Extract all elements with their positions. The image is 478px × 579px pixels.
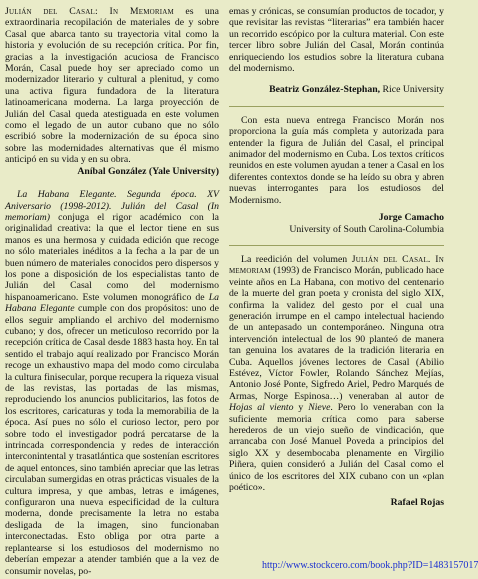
signature-name: Beatriz González-Stephan,	[269, 84, 381, 96]
signature-rafael-rojas: Rafael Rojas	[390, 497, 444, 509]
journal-title-italic: La Habana Elegante. Segunda época. XV Aniversario (1998-2012). Julián del Casal (In memoriam)	[5, 189, 219, 223]
review-gonzalez-text	[5, 6, 219, 166]
review-camacho	[229, 115, 444, 206]
signature-jorge-camacho	[229, 212, 444, 235]
review-stephan-continuation	[229, 6, 444, 74]
book-title-smallcaps: Julián del Casal. In memoriam	[229, 253, 444, 277]
right-column	[229, 6, 444, 509]
review-rojas-lead: La reedición del volumen	[241, 253, 352, 265]
section-divider	[229, 106, 444, 107]
signature-name: Jorge Camacho	[378, 212, 444, 224]
continuation-text: emas y crónicas, se consumían productos de tocador, y que revisitar las revistas “literarias” era también hacer un recorrido escópico por la cultura material. Con este tercer libro sobre Julián del Casal, Morán continúa enriqueciendo los estudios sobre la literatura cubana del modernismo.	[229, 6, 444, 75]
work-title-italic: Hojas al viento	[229, 402, 294, 414]
review-rojas-body-1: (1993) de Francisco Morán, publicado hace veinte años en La Habana, con motivo del centenario de la muerte del gran poeta y cronista del siglo XIX, confirma la validez del gesto por el cual una generación irrumpe en el campo intelectual haciendo de un antepasado un contemporáneo. Ninguna otra intervención intelectual de los 90 planteó de manera tan genuina los avatares de la tradición literaria en Cuba. Aquellos jóvenes lectores de Casal (Abilio Estévez, Víctor Fowler, Rolando Sánchez Mejías, Antonio José Ponte, Sigfredo Ariel, Pedro Marqués de Armas, Norge Espinosa…) veneraban al autor de	[229, 265, 444, 402]
review-rojas-body-2: . Pero lo veneraban con la suficiente memoria crítica como para saberse herederos de un viejo sueño de vindicación, que arrancaba con José Manuel Poveda a principios del siglo XX y desembocaba plenamente en Virgilio Piñera, quien consideró a Julián del Casal como el único de los escritores del XIX cubano con un «plan poético».	[229, 402, 444, 494]
signature-beatriz-gonzalez-stephan	[229, 84, 444, 95]
review-gonzalez-stephan-text	[5, 189, 219, 577]
journal-name-italic: La Habana Elegante	[5, 291, 219, 315]
review-rojas-text	[229, 254, 444, 494]
review-stephan-body-2: cumple con dos propósitos: uno de ellos seguir ampliando el archivo del modernismo cubano; y dos, ofrecer un meticuloso recorrido por la recepción crítica de Casal desde 1883 hasta hoy. En tal sentido el trabajo aquí realizado por Francisco Morán recoge un exhaustivo mapa del modo como circulaba la cultura finisecular, porque recupera la riqueza visual de las revistas, las portadas de las mismas, reproduciendo los anuncios publicitarios, las fotos de los escritores, caricaturas y toda la memorabilia de la época. Así pues no sólo el curioso lector, pero por sobre todo el investigador podrá percatarse de la intrincada correspondencia y redes de interacción interconintental y trasatlántica que sostenían escritores de aquel entonces, sino también apreciar que las letras circulaban sumergidas en otras prácticas visuales de la cultura impresa, y que ambas, letras e imágenes, configuraron una nueva especificidad de la cultura moderna, donde precisamente la letra no estaba desligada de la imagen, sino funcionaban interconectadas. Esto obliga por otra parte a replantearse si los estudiosos del modernismo no deberían empezar a atender también que a la vez de consumir novelas, po-	[5, 303, 220, 577]
book-title-smallcaps: Julián del Casal: In Memoriam	[5, 6, 174, 17]
section-divider	[229, 245, 444, 246]
review-gonzalez-body: es una extraordinaria recopilación de materiales de y sobre Casal que abarca tanto su trayectoria vital como la historia y evolución de su recepción crítica. Por fin, gracias a la investigación acuciosa de Francisco Morán, Casal puede hoy ser apreciado como un modernizador literario y cultural a plenitud, y como una activa figura fundadora de la literatura latinoamericana moderna. La larga proyección de Julián del Casal queda atestiguada en este volumen como el legado de un autor cubano que no sólo escribió sobre la modernización de su época sino sobre las modernidades alternativas que él mismo anticipó en su vida y en su obra.	[5, 6, 219, 166]
review-stephan-body-1: conjuga el rigor académico con la originalidad creativa: la que el lector tiene en sus manos es una hermosa y cuidada edición que recoge no sólo materiales inéditos a la fecha a la par de un buen número de materiales conocidos pero dispersos y los pone a disposición de los especialistas tanto de Julián del Casal como del modernismo hispanoamericano. Este volumen monográfico de	[5, 211, 219, 303]
signature-affiliation: University of South Carolina-Columbia	[289, 223, 444, 235]
signature-anibal-gonzalez: Aníbal González (Yale University)	[77, 165, 219, 177]
stockcero-link[interactable]: http://www.stockcero.com/book.php?ID=1483157017	[262, 560, 478, 571]
work-title-italic: Nieve	[308, 402, 331, 414]
signature-affiliation: Rice University	[380, 84, 444, 96]
review-gonzalez	[5, 6, 219, 166]
review-camacho-text: Con esta nueva entrega Francisco Morán nos proporciona la guía más completa y autorizada para entender la figura de Julián del Casal, el principal animador del modernismo en Cuba. Los textos críticos reunidos en este volumen ayudan a tener a Casal en los diferentes contextos donde se ha leído su obra y abren nuevas interrogantes para los estudiosos del Modernismo.	[229, 114, 444, 206]
conjunction: y	[293, 402, 309, 414]
review-rojas	[229, 254, 444, 494]
left-column	[5, 6, 219, 577]
review-gonzalez-stephan	[5, 189, 219, 577]
